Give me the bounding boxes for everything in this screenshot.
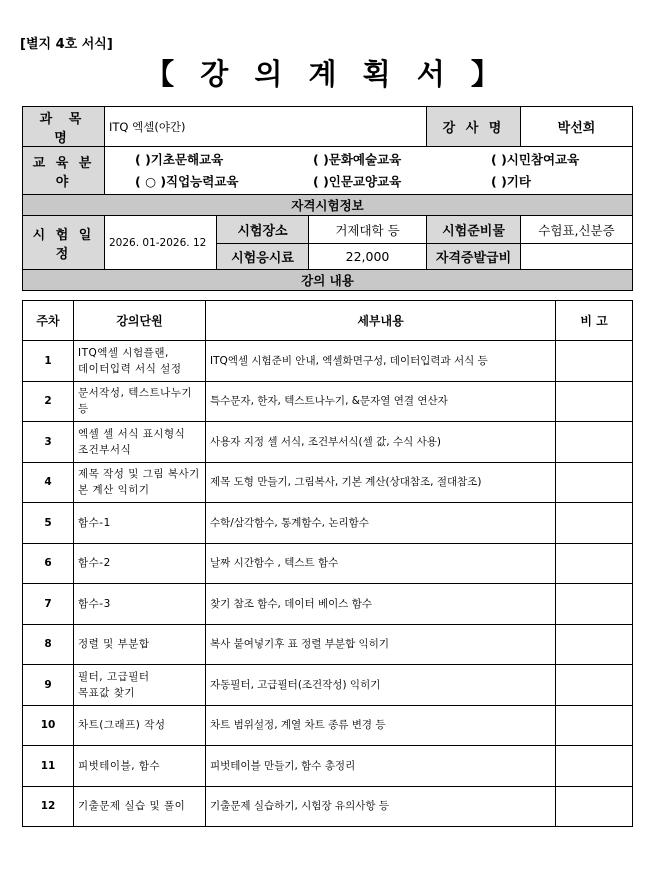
detail-cell: 특수문자, 한자, 텍스트나누기, &문자열 연결 연산자 (206, 381, 556, 422)
note-column-header: 비 고 (556, 301, 633, 341)
subject-label: 과 목 명 (23, 107, 105, 147)
detail-cell: 제목 도형 만들기, 그림복사, 기본 계산(상대참조, 절대참조) (206, 462, 556, 503)
note-cell (556, 503, 633, 544)
prep-value: 수험표,신분증 (521, 216, 633, 244)
field-label: 교 육 분 야 (23, 147, 105, 195)
week-number: 7 (23, 584, 74, 625)
note-cell (556, 786, 633, 827)
unit-cell: 정렬 및 부분합 (74, 624, 206, 665)
category-civic-participation[interactable]: ( )시민참여교육 (491, 151, 580, 167)
week-column-header: 주차 (23, 301, 74, 341)
subject-value: ITQ 엑셀(야간) (105, 107, 427, 147)
schedule-row (23, 381, 633, 422)
detail-cell: 기출문제 실습하기, 시험장 유의사항 등 (206, 786, 556, 827)
schedule-row (23, 584, 633, 625)
cert-fee-value (521, 244, 633, 270)
note-cell (556, 665, 633, 706)
exam-fee-label: 시험응시료 (217, 244, 309, 270)
week-number: 5 (23, 503, 74, 544)
schedule-row (23, 422, 633, 463)
week-number: 8 (23, 624, 74, 665)
prep-label: 시험준비물 (427, 216, 521, 244)
detail-cell: 피벗테이블 만들기, 함수 총정리 (206, 746, 556, 787)
document-title: 【 강 의 계 획 서 】 (145, 57, 508, 91)
week-number: 2 (23, 381, 74, 422)
detail-cell: 찾기 참조 함수, 데이터 베이스 함수 (206, 584, 556, 625)
week-number: 12 (23, 786, 74, 827)
note-cell (556, 543, 633, 584)
instructor-label: 강 사 명 (427, 107, 521, 147)
note-cell (556, 746, 633, 787)
unit-cell: 필터, 고급필터 목표값 찾기 (74, 665, 206, 706)
note-cell (556, 624, 633, 665)
unit-cell: 제목 작성 및 그림 복사기본 계산 익히기 (74, 462, 206, 503)
cert-info-header: 자격시험정보 (23, 195, 633, 216)
schedule-row (23, 341, 633, 382)
schedule-row (23, 786, 633, 827)
category-humanities[interactable]: ( )인문교양교육 (313, 173, 402, 189)
category-options (105, 147, 633, 195)
exam-date-label: 시 험 일 정 (23, 216, 105, 270)
detail-cell: ITQ엑셀 시험준비 안내, 엑셀화면구성, 데이터입력과 서식 등 (206, 341, 556, 382)
unit-cell: 기출문제 실습 및 풀이 (74, 786, 206, 827)
note-cell (556, 381, 633, 422)
schedule-row (23, 705, 633, 746)
schedule-row (23, 624, 633, 665)
unit-cell: 함수-3 (74, 584, 206, 625)
content-section-header: 강의 내용 (23, 270, 633, 291)
week-number: 9 (23, 665, 74, 706)
cert-fee-label: 자격증발급비 (427, 244, 521, 270)
form-number-label: [별지 4호 서식] (20, 37, 113, 52)
schedule-row (23, 746, 633, 787)
schedule-row (23, 543, 633, 584)
detail-cell: 수학/삼각함수, 통계함수, 논리함수 (206, 503, 556, 544)
detail-column-header: 세부내용 (206, 301, 556, 341)
category-basic-literacy[interactable]: ( )기초문해교육 (135, 151, 224, 167)
category-other[interactable]: ( )기타 (491, 173, 531, 189)
unit-cell: 차트(그래프) 작성 (74, 705, 206, 746)
schedule-row (23, 462, 633, 503)
detail-cell: 사용자 지정 셀 서식, 조건부서식(셀 값, 수식 사용) (206, 422, 556, 463)
detail-cell: 복사 붙여넣기후 표 정렬 부분합 익히기 (206, 624, 556, 665)
course-info-table (22, 106, 633, 291)
unit-cell: ITQ엑셀 시험플랜, 데이터입력 서식 설정 (74, 341, 206, 382)
note-cell (556, 422, 633, 463)
detail-cell: 날짜 시간함수 , 텍스트 함수 (206, 543, 556, 584)
week-number: 10 (23, 705, 74, 746)
detail-cell: 자동필터, 고급필터(조건작성) 익히기 (206, 665, 556, 706)
unit-column-header: 강의단원 (74, 301, 206, 341)
schedule-row (23, 503, 633, 544)
note-cell (556, 584, 633, 625)
unit-cell: 문서작성, 텍스트나누기 등 (74, 381, 206, 422)
exam-place-label: 시험장소 (217, 216, 309, 244)
week-number: 6 (23, 543, 74, 584)
category-vocational[interactable]: ( ○ )직업능력교육 (135, 173, 239, 189)
exam-date-value: 2026. 01-2026. 12 (105, 216, 217, 270)
lecture-schedule-table (22, 300, 633, 827)
category-culture-arts[interactable]: ( )문화예술교육 (313, 151, 402, 167)
week-number: 3 (23, 422, 74, 463)
unit-cell: 엑셀 셀 서식 표시형식 조건부서식 (74, 422, 206, 463)
instructor-value: 박선희 (521, 107, 633, 147)
detail-cell: 차트 범위설정, 계열 차트 종류 변경 등 (206, 705, 556, 746)
week-number: 4 (23, 462, 74, 503)
note-cell (556, 341, 633, 382)
note-cell (556, 462, 633, 503)
exam-place-value: 거제대학 등 (309, 216, 427, 244)
week-number: 11 (23, 746, 74, 787)
note-cell (556, 705, 633, 746)
schedule-row (23, 665, 633, 706)
week-number: 1 (23, 341, 74, 382)
unit-cell: 함수-1 (74, 503, 206, 544)
exam-fee-value: 22,000 (309, 244, 427, 270)
unit-cell: 함수-2 (74, 543, 206, 584)
unit-cell: 피벗테이블, 함수 (74, 746, 206, 787)
